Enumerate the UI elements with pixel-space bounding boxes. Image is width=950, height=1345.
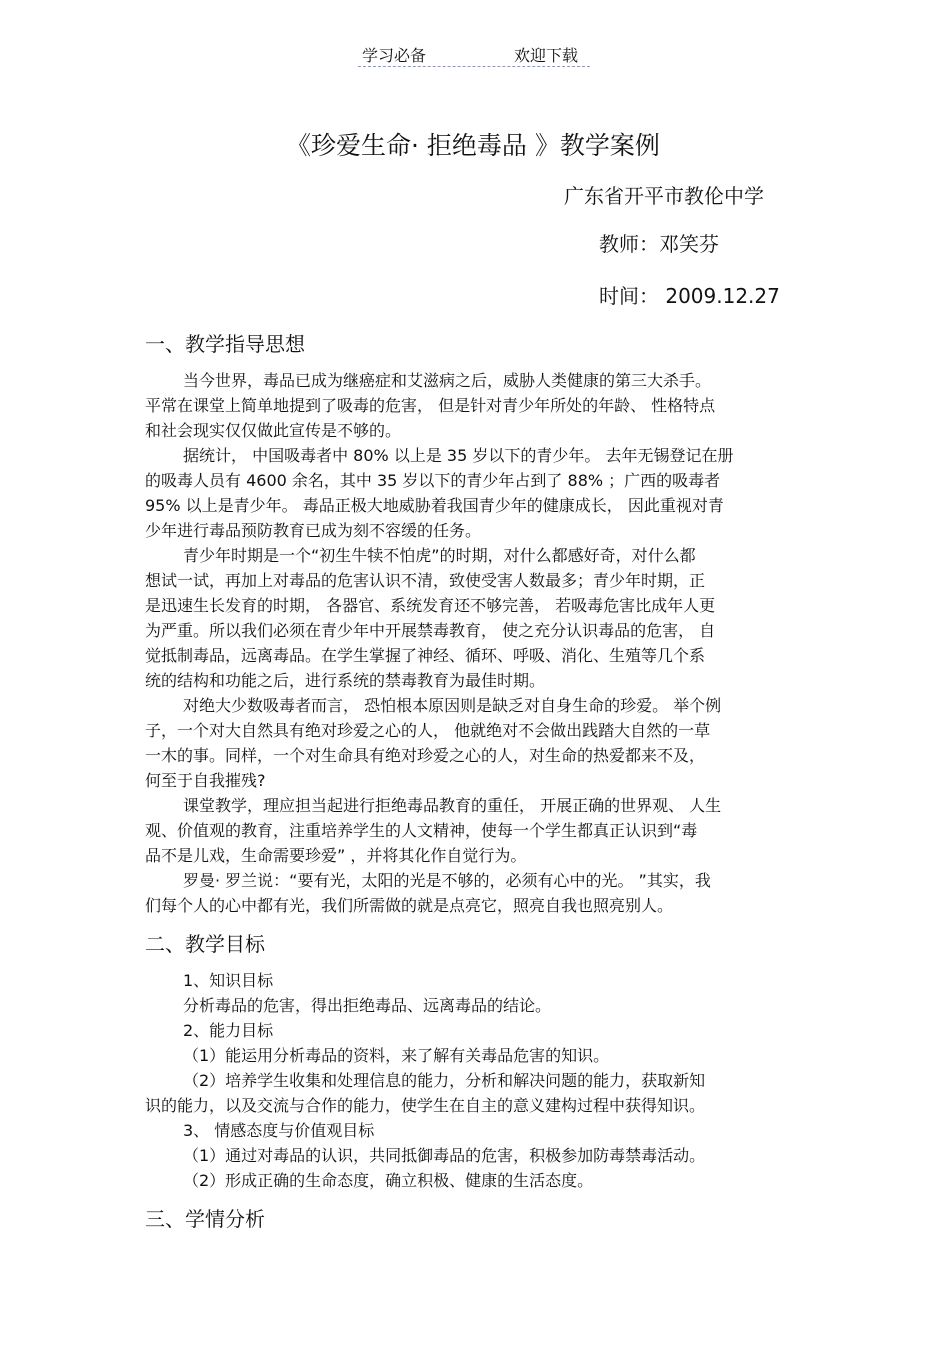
goal-line: 3、 情感态度与价值观目标 [183,1121,375,1140]
paragraph-line: 们每个人的心中都有光，我们所需做的就是点亮它，照亮自我也照亮别人。 [145,896,674,915]
section-heading-2: 二、教学目标 [145,932,265,956]
paragraph-line: 品不是儿戏，生命需要珍爱” ，并将其化作自觉行为。 [145,846,527,865]
paragraph-line: 罗曼· 罗兰说：“要有光，太阳的光是不够的，必须有心中的光。 ”其实，我 [183,871,711,890]
header-left: 学习必备 [362,46,427,65]
paragraph-line: 95% 以上是青少年。 毒品正极大地威胁着我国青少年的健康成长， 因此重视对青 [145,496,724,515]
goal-line: （2）培养学生收集和处理信息的能力，分析和解决问题的能力，获取新知 [183,1071,706,1090]
paragraph-line: 觉抵制毒品，远离毒品。在学生掌握了神经、循环、呼吸、消化、生殖等几个系 [145,646,706,665]
section-heading-1: 一、教学指导思想 [145,332,305,356]
header-right: 欢迎下载 [514,46,579,65]
paragraph-line: 子，一个对大自然具有绝对珍爱之心的人， 他就绝对不会做出践踏大自然的一草 [145,721,711,740]
paragraph-line: 观、价值观的教育，注重培养学生的人文精神，使每一个学生都真正认识到“毒 [145,821,698,840]
goal-line: （1）通过对毒品的认识，共同抵御毒品的危害，积极参加防毒禁毒活动。 [183,1146,706,1165]
goal-line: （2）形成正确的生命态度，确立积极、健康的生活态度。 [183,1171,594,1190]
paragraph-line: 和社会现实仅仅做此宣传是不够的。 [145,421,402,440]
paragraph-line: 统的结构和功能之后，进行系统的禁毒教育为最佳时期。 [145,671,546,690]
page-header [358,40,590,67]
goal-line: 1、知识目标 [183,971,274,990]
goal-line: （1）能运用分析毒品的资料，来了解有关毒品危害的知识。 [183,1046,610,1065]
paragraph-line: 一木的事。同样，一个对生命具有绝对珍爱之心的人，对生命的热爱都来不及， [145,746,706,765]
goal-line: 识的能力，以及交流与合作的能力，使学生在自主的意义建构过程中获得知识。 [145,1096,706,1115]
teacher-name: 教师：邓笑芬 [599,232,719,256]
paragraph-line: 是迅速生长发育的时期， 各器官、系统发育还不够完善， 若吸毒危害比成年人更 [145,596,716,615]
paragraph-line: 青少年时期是一个“初生牛犊不怕虎”的时期，对什么都感好奇，对什么都 [183,546,696,565]
goal-line: 分析毒品的危害，得出拒绝毒品、远离毒品的结论。 [183,996,552,1015]
paragraph-line: 为严重。所以我们必须在青少年中开展禁毒教育， 使之充分认识毒品的危害， 自 [145,621,716,640]
paragraph-line: 的吸毒人员有 4600 余名，其中 35 岁以下的青少年占到了 88% ；广西的吸毒者 [145,471,721,490]
paragraph-line: 课堂教学，理应担当起进行拒绝毒品教育的重任， 开展正确的世界观、 人生 [183,796,722,815]
paragraph-line: 据统计， 中国吸毒者中 80% 以上是 35 岁以下的青少年。 去年无锡登记在册 [183,446,734,465]
paragraph-line: 何至于自我摧残? [145,771,266,790]
paragraph-line: 当今世界，毒品已成为继癌症和艾滋病之后，威胁人类健康的第三大杀手。 [183,371,712,390]
section-heading-3: 三、学情分析 [145,1207,265,1231]
school-name: 广东省开平市教伦中学 [564,184,764,208]
paragraph-line: 对绝大少数吸毒者而言， 恐怕根本原因则是缺乏对自身生命的珍爱。 举个例 [183,696,722,715]
paragraph-line: 少年进行毒品预防教育已成为刻不容缓的任务。 [145,521,482,540]
date-line: 时间： 2009.12.27 [599,284,780,308]
paragraph-line: 想试一试，再加上对毒品的危害认识不清，致使受害人数最多；青少年时期，正 [145,571,706,590]
paragraph-line: 平常在课堂上简单地提到了吸毒的危害， 但是针对青少年所处的年龄、 性格特点 [145,396,716,415]
goal-line: 2、能力目标 [183,1021,274,1040]
document-title: 《珍爱生命· 拒绝毒品 》教学案例 [286,131,660,160]
